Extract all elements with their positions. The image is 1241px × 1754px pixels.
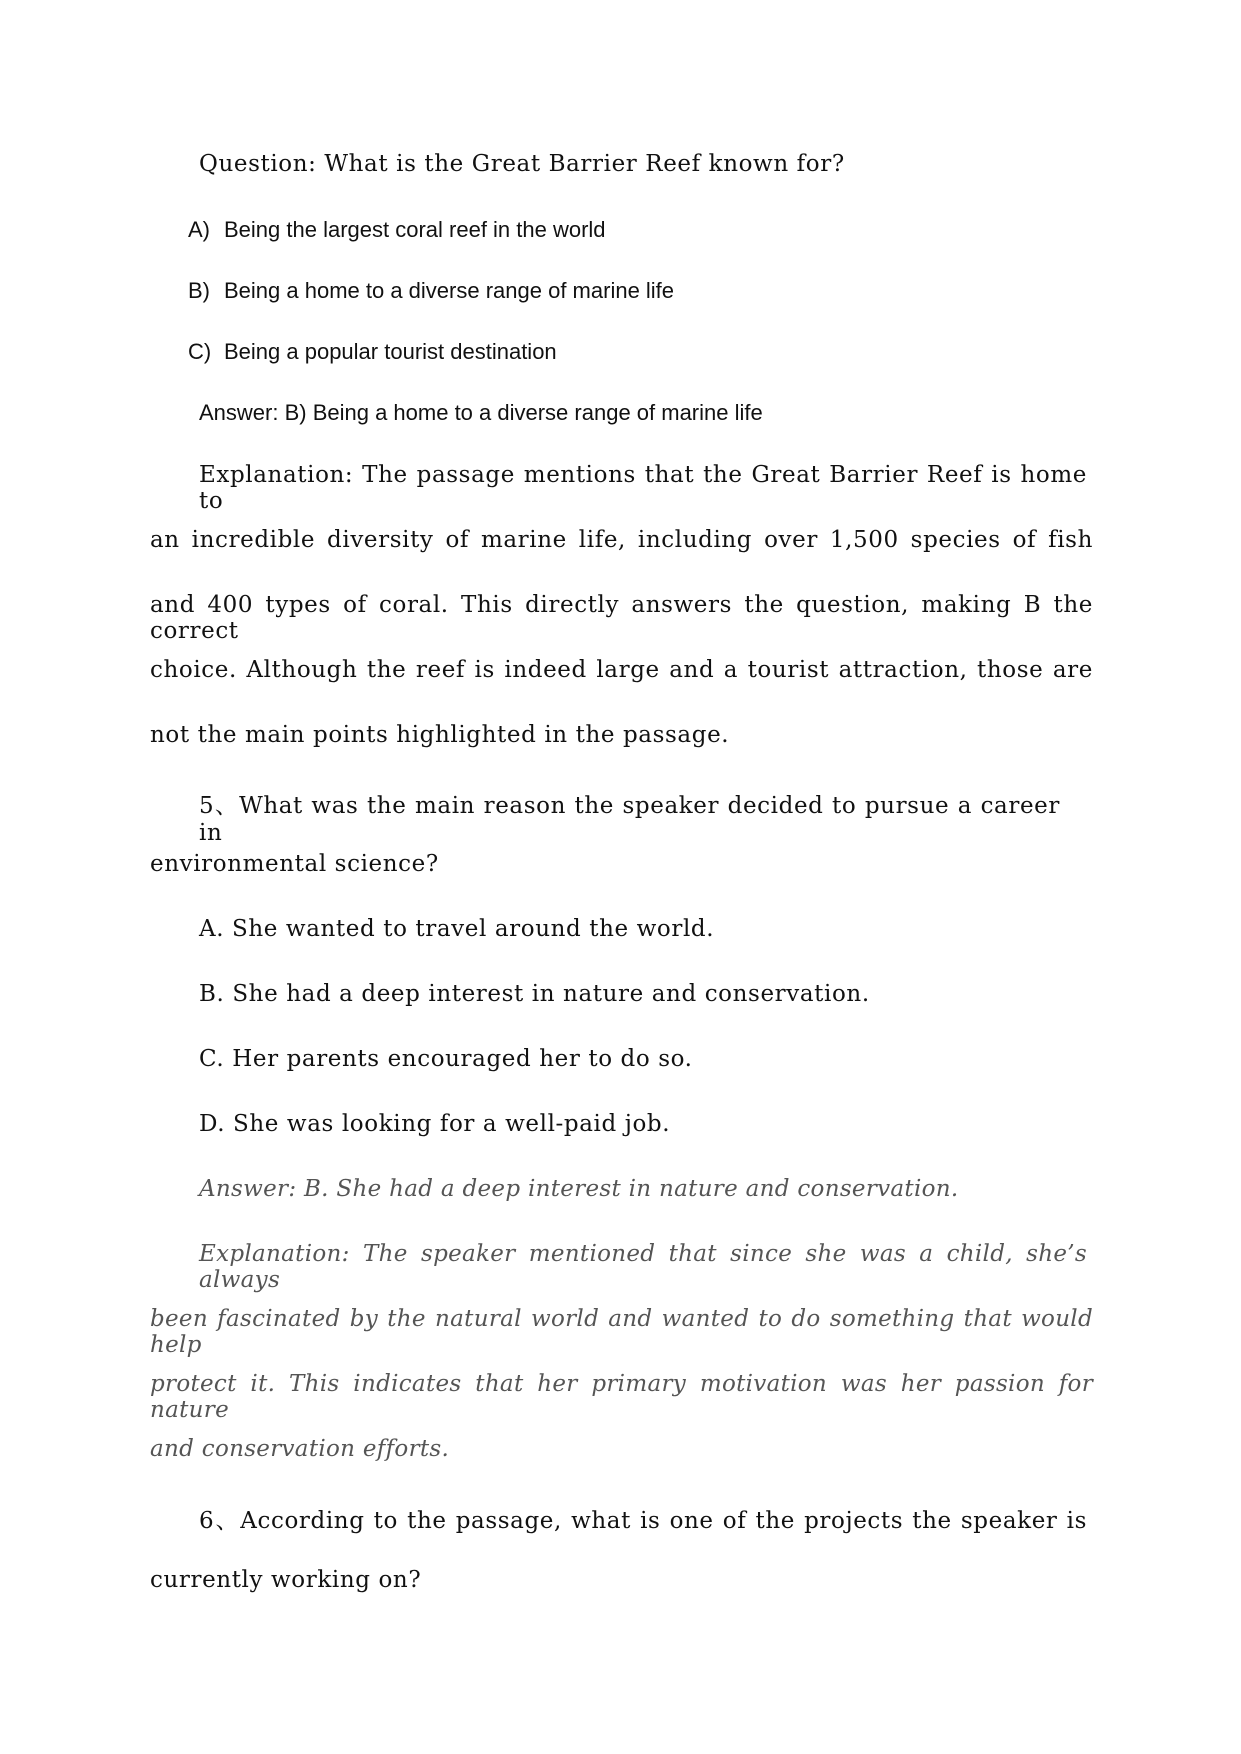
answer-text: Answer: B. She had a deep interest in nature and conservation. <box>199 1176 959 1202</box>
explanation-line: protect it. This indicates that her primary motivation was her passion for nature <box>150 1371 1093 1423</box>
option-letter: A) <box>188 217 210 242</box>
option-letter: C) <box>188 339 212 364</box>
option-a <box>188 217 606 243</box>
option-d: D. She was looking for a well-paid job. <box>199 1111 671 1137</box>
explanation-line: not the main points highlighted in the passage. <box>150 722 730 748</box>
explanation-line: Explanation: The speaker mentioned that since she was a child, she’s always <box>199 1241 1087 1293</box>
option-c: C. Her parents encouraged her to do so. <box>199 1046 693 1072</box>
option-b <box>188 278 674 304</box>
explanation-line: been fascinated by the natural world and wanted to do something that would help <box>150 1306 1093 1358</box>
answer-text: Answer: B) Being a home to a diverse range of marine life <box>199 400 763 425</box>
option-b: B. She had a deep interest in nature and conservation. <box>199 981 870 1007</box>
option-c <box>188 339 557 365</box>
explanation-line: Explanation: The passage mentions that the Great Barrier Reef is home to <box>199 462 1087 514</box>
option-a: A. She wanted to travel around the world. <box>199 916 715 942</box>
option-text: Being a popular tourist destination <box>224 339 557 364</box>
explanation-line: and 400 types of coral. This directly answers the question, making B the correct <box>150 592 1093 644</box>
question-text: Question: What is the Great Barrier Reef known for? <box>199 151 845 177</box>
explanation-line: and conservation efforts. <box>150 1436 450 1462</box>
explanation-line: an incredible diversity of marine life, including over 1,500 species of fish <box>150 527 1093 553</box>
question-text: currently working on? <box>150 1567 422 1593</box>
question-text: 6、According to the passage, what is one of the projects the speaker is <box>199 1508 1087 1534</box>
question-text: environmental science? <box>150 851 439 877</box>
question-text: 5、What was the main reason the speaker decided to pursue a career in <box>199 793 1060 846</box>
option-letter: B) <box>188 278 210 303</box>
option-text: Being the largest coral reef in the world <box>224 217 606 242</box>
option-text: Being a home to a diverse range of marine life <box>224 278 675 303</box>
explanation-line: choice. Although the reef is indeed large and a tourist attraction, those are <box>150 657 1093 683</box>
